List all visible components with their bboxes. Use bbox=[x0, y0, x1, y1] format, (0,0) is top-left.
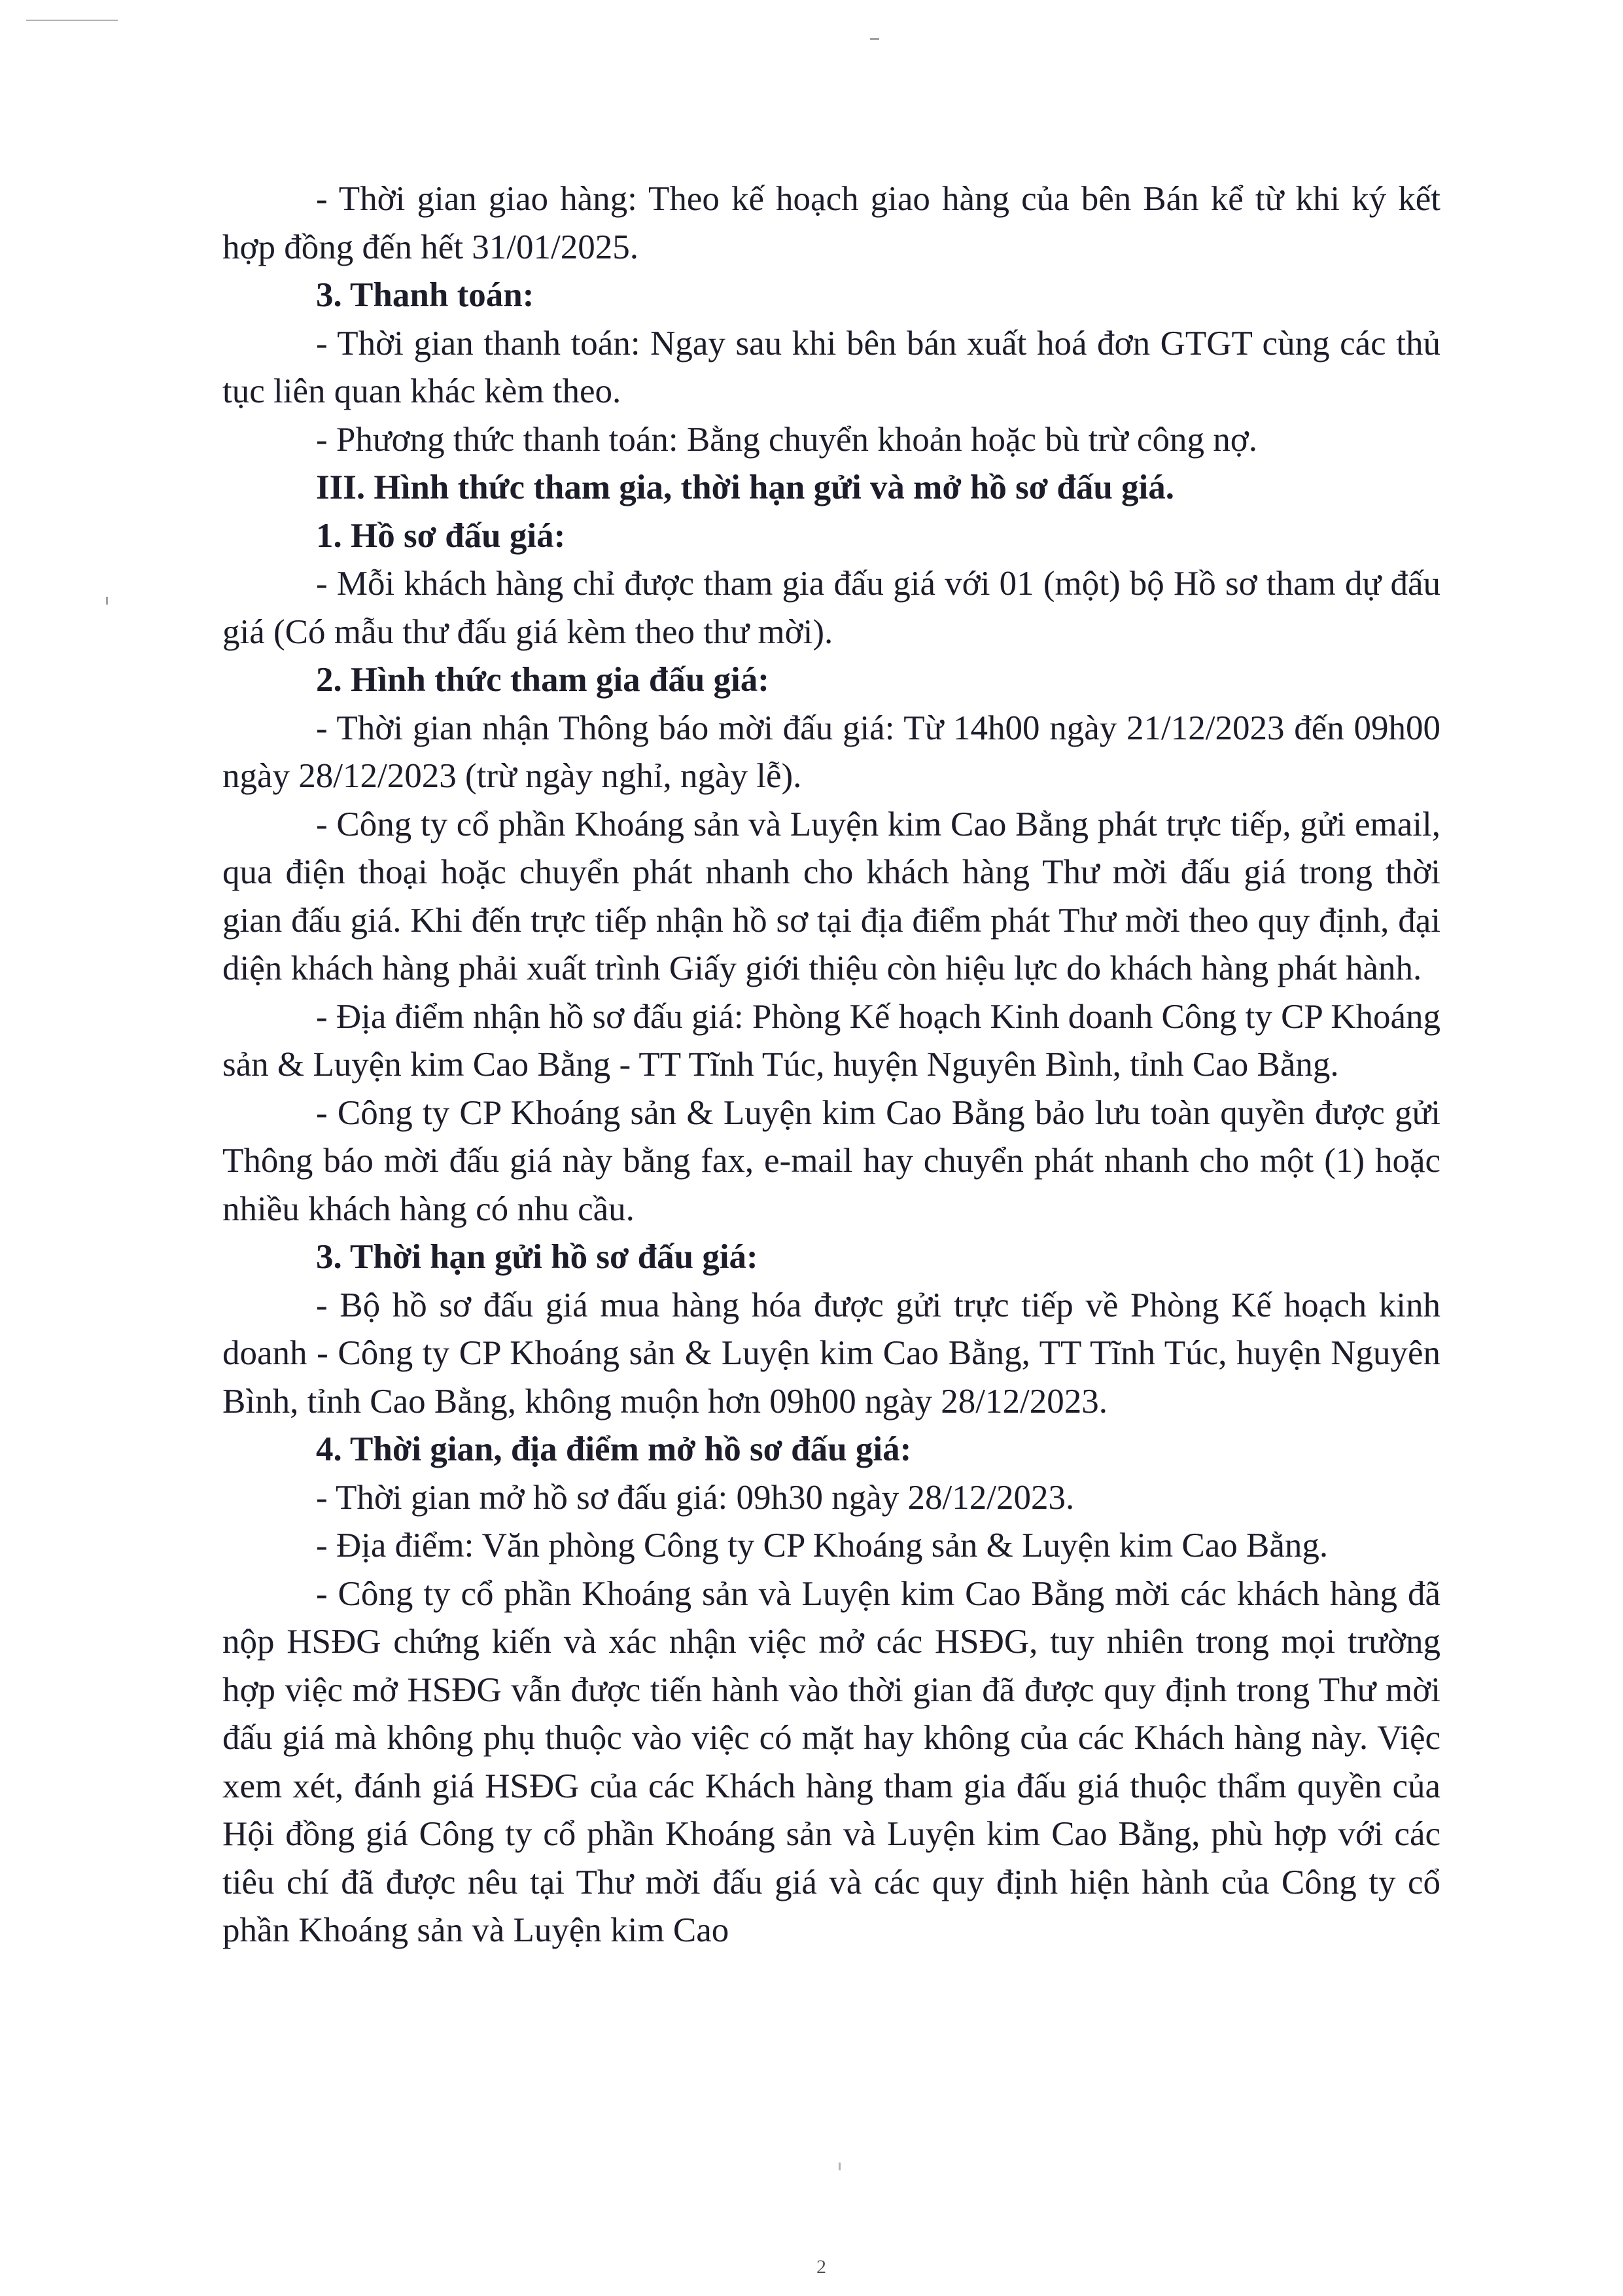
paragraph-payment-time: - Thời gian thanh toán: Ngay sau khi bên bán xuất hoá đơn GTGT cùng các thủ tục liên quan khác kèm theo. bbox=[222, 324, 1440, 410]
paragraph-one-dossier: - Mỗi khách hàng chỉ được tham gia đấu giá với 01 (một) bộ Hồ sơ tham dự đấu giá (Có mẫu thư đấu giá kèm theo thư mời). bbox=[222, 565, 1440, 651]
heading-auction-dossier: 1. Hồ sơ đấu giá: bbox=[316, 516, 566, 555]
scan-mark bbox=[839, 2163, 841, 2170]
paragraph-opening-location: - Địa điểm: Văn phòng Công ty CP Khoáng sản & Luyện kim Cao Bằng. bbox=[316, 1527, 1329, 1564]
heading-participation-form: 2. Hình thức tham gia đấu giá: bbox=[316, 661, 769, 699]
paragraph-notice-period: - Thời gian nhận Thông báo mời đấu giá: Từ 14h00 ngày 21/12/2023 đến 09h00 ngày 28/12/2023 (trừ ngày nghỉ, ngày lễ). bbox=[222, 709, 1440, 795]
document-body bbox=[222, 175, 1440, 1955]
scan-mark bbox=[26, 20, 118, 21]
paragraph-rights-reserved: - Công ty CP Khoáng sản & Luyện kim Cao Bằng bảo lưu toàn quyền được gửi Thông báo mời đấu giá này bằng fax, e-mail hay chuyển phát nhanh cho một (1) hoặc nhiều khách hàng có nhu cầu. bbox=[222, 1093, 1440, 1228]
heading-opening: 4. Thời gian, địa điểm mở hồ sơ đấu giá: bbox=[316, 1430, 912, 1468]
page-number: 2 bbox=[816, 2256, 826, 2278]
heading-section-iii: III. Hình thức tham gia, thời hạn gửi và mở hồ sơ đấu giá. bbox=[316, 468, 1175, 506]
paragraph-payment-method: - Phương thức thanh toán: Bằng chuyển khoản hoặc bù trừ công nợ. bbox=[316, 420, 1257, 459]
paragraph-receiving-location: - Địa điểm nhận hồ sơ đấu giá: Phòng Kế hoạch Kinh doanh Công ty CP Khoáng sản & Luyện kim Cao Bằng - TT Tĩnh Túc, huyện Nguyên Bình, tỉnh Cao Bằng. bbox=[222, 997, 1440, 1084]
paragraph-distribution: - Công ty cổ phần Khoáng sản và Luyện kim Cao Bằng phát trực tiếp, gửi email, qua điện thoại hoặc chuyển phát nhanh cho khách hàng Thư mời đấu giá trong thời gian đấu giá. Khi đến trực tiếp nhận hồ sơ tại địa điểm phát Thư mời theo quy định, đại diện khách hàng phải xuất trình Giấy giới thiệu còn hiệu lực do khách hàng phát hành. bbox=[222, 805, 1440, 987]
heading-payment: 3. Thanh toán: bbox=[316, 276, 534, 314]
paragraph-opening-time: - Thời gian mở hồ sơ đấu giá: 09h30 ngày 28/12/2023. bbox=[316, 1478, 1075, 1517]
paragraph-opening-procedure: - Công ty cổ phần Khoáng sản và Luyện kim Cao Bằng mời các khách hàng đã nộp HSĐG chứng kiến và xác nhận việc mở các HSĐG, tuy nhiên trong mọi trường hợp việc mở HSĐG vẫn được tiến hành vào thời gian đã được quy định trong Thư mời đấu giá mà không phụ thuộc vào việc có mặt hay không của các Khách hàng này. Việc xem xét, đánh giá HSĐG của các Khách hàng tham gia đấu giá thuộc thẩm quyền của Hội đồng giá Công ty cổ phần Khoáng sản và Luyện kim Cao Bằng, phù hợp với các tiêu chí đã được nêu tại Thư mời đấu giá và các quy định hiện hành của Công ty cổ phần Khoáng sản và Luyện kim Cao bbox=[222, 1574, 1440, 1949]
heading-submission-deadline: 3. Thời hạn gửi hồ sơ đấu giá: bbox=[316, 1238, 758, 1276]
paragraph-delivery-time: - Thời gian giao hàng: Theo kế hoạch giao hàng của bên Bán kể từ khi ký kết hợp đồng đến hết 31/01/2025. bbox=[222, 180, 1440, 266]
paragraph-submission: - Bộ hồ sơ đấu giá mua hàng hóa được gửi trực tiếp về Phòng Kế hoạch kinh doanh - Công ty CP Khoáng sản & Luyện kim Cao Bằng, TT Tĩnh Túc, huyện Nguyên Bình, tỉnh Cao Bằng, không muộn hơn 09h00 ngày 28/12/2023. bbox=[222, 1286, 1440, 1421]
scan-mark bbox=[106, 597, 108, 605]
scan-mark bbox=[870, 38, 879, 40]
